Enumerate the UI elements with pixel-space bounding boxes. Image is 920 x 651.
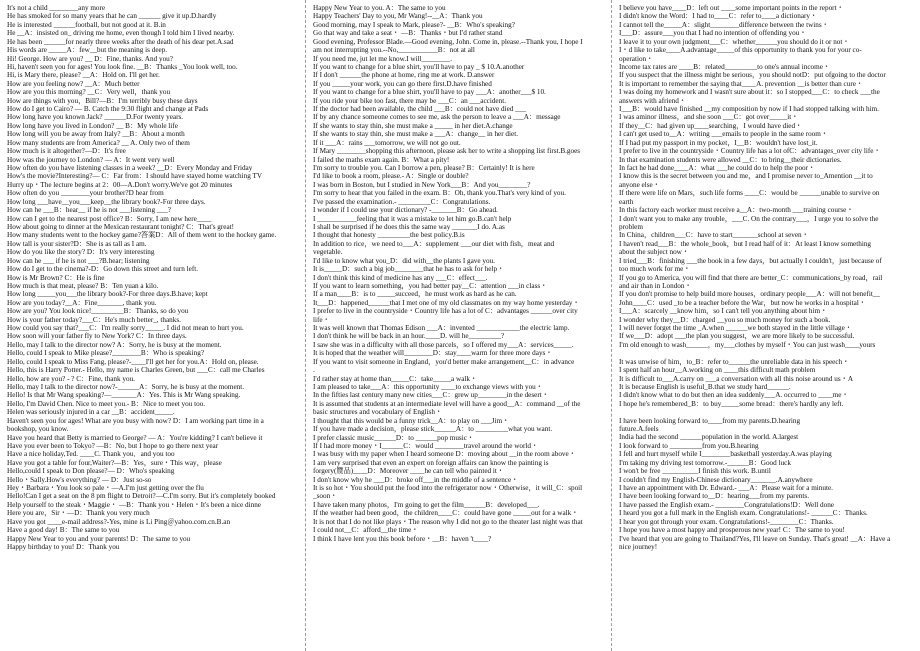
text-line: Income tax rates are ____B：related_________to one's annual income・ xyxy=(619,62,831,71)
text-line: bookshop, you know. xyxy=(7,425,69,434)
text-line: I'm sorry to hear that you failed in the exam. B：Oh, thank you.That's very kind of you. xyxy=(313,189,566,198)
text-line: If you suspect that the illness might be serious，you should notD：put ofgoing to the doctor xyxy=(619,71,886,80)
text-line: I hope you have a most happy and prosperous new year! C：The same to you! xyxy=(619,526,845,535)
text-line: I haven't read___B：the whole_book，but I read half of it：At least I know something xyxy=(619,239,872,248)
text-line: I was aminor illness，and she soon ___C：got over_____it・ xyxy=(619,113,799,122)
text-line: I have passed the English exam.- ________Congratulations!D：Well done xyxy=(619,500,834,509)
text-line: nice journey! xyxy=(619,542,658,551)
text-line: If you want to change for a blue shirt, you'll have to pay _ $ 10.A.another xyxy=(313,62,525,71)
text-line: too much work for me・ xyxy=(619,265,691,274)
text-line: Hello! Is that Mr Wang speaking?—_______A：Yes. This is Mr Wang speaking. xyxy=(7,391,241,400)
text-line: Helen was seriously injured in a car __B：accident_____. xyxy=(7,408,175,417)
text-line: Have a nice holiday,Ted. ____C. Thank you．and you too xyxy=(7,450,175,459)
text-line: How was the journey to London? — A：It went very well xyxy=(7,155,175,164)
text-line: How about going to dinner at the Mexican restaurant tonight? C：That's great! xyxy=(7,222,235,231)
text-line: It was unwise of him，to_B：refer to______the unreliable data in his speech・ xyxy=(619,357,850,366)
text-line: How often do you ________your brother?D hear from xyxy=(7,189,164,198)
text-line: How are you feeling now? __A：Much better xyxy=(7,79,140,88)
text-line: It is not that I do not like plays・The reason why I did not go to the theater last night was that xyxy=(313,517,583,526)
text-line: I believe you have____D：left out ____some important points in the report・ xyxy=(619,4,844,12)
text-line: If you want to learn something，you had better pay__C：attention ___in class・ xyxy=(313,281,548,290)
text-line: I___D：assure___you that I had no intention of offending you・ xyxy=(619,29,807,38)
text-line: I was born in Boston, but I studied in New York___B：And you________? xyxy=(313,180,531,189)
text-line: How can I get to the nearest post office? B：Sorry, I am new here____ xyxy=(7,214,212,223)
text-line: forgery(赝品)____D：Moreover ____he can tell who painted it・ xyxy=(313,467,505,476)
text-line: I tried___B：finishing ___the book in a few days，but actually I couldn't，just because of xyxy=(619,256,882,265)
text-line: How tall is your sister?D：She is as tall as I am. xyxy=(7,239,147,248)
text-line: If the weather had been good，the children____C：could have gone _____out for a walk・ xyxy=(313,509,579,518)
text-line: In China，children___C：have to start_______school at seven・ xyxy=(619,231,809,240)
text-line: Hurry up・The lecture begins at 2：00—A.Don't worry.We've got 20 minutes xyxy=(7,180,233,189)
text-line: If you want to visit someone in England，you'd better make arrangement__C：in advance xyxy=(313,357,575,366)
text-line: I've passed the examination.- _________C：Congratulations. xyxy=(313,197,491,206)
text-line: Hello, may I talk to the director now?-______A：Sorry, he is busy at the moment. xyxy=(7,382,245,391)
text-line: Hello, could I speak to Mike please?________B：Who is speaking? xyxy=(7,349,205,358)
text-line: I___A：scarcely __know him，so I can't tell you anything about him・ xyxy=(619,307,828,316)
text-line: How are things with you，Bill?—B：I'm terribly busy these days xyxy=(7,96,198,105)
text-line: I will never forget the time _A.when ______we both stayed in the little village・ xyxy=(619,324,853,333)
text-line: It's not a child ________any more xyxy=(7,4,106,12)
text-line: I wonder why they__D：charged __you so much money for such a book. xyxy=(619,315,831,324)
text-line: _soon・ xyxy=(313,492,338,501)
text-line: I am very surprised that even an expert on foreign affairs can know the painting is xyxy=(313,458,549,467)
text-line: I___B：would have finished __my composition by now if I had stopped talking with him. xyxy=(619,105,879,114)
text-line: I have been looking forward to____from my parents.D.hearing xyxy=(619,416,801,425)
text-line: Hello,could I speak to Don please?— D：Who's speaking xyxy=(7,467,175,476)
text-line: If you need me, jut let me know.I will________. xyxy=(313,54,453,63)
text-line: I leave it to your own judgment___C：whether______you should do it or not・ xyxy=(619,37,850,46)
text-line: problem xyxy=(619,222,643,231)
text-line: If you want to change for a blue shirt, you'll have to pay ___A：another___$ 10. xyxy=(313,88,546,97)
text-line: I have taken many photos，I'm going to get the film______B：developed___. xyxy=(313,500,540,509)
text-line: I think I have lent you this book before・__B：haven 't____? xyxy=(313,534,492,543)
text-line: I'd like to know what you_D：did with__the plants I gave you. xyxy=(313,256,495,265)
text-line: If she wants to stay thin, she must make a _____ in her diet.A.change xyxy=(313,121,513,130)
text-line: Here you are，Sir・—D：Thank you very much xyxy=(7,509,150,518)
column-middle xyxy=(306,0,612,651)
text-line: How can he ___ if he is not ___?B.hear; listening xyxy=(7,256,150,265)
text-line: I prefer classic music______D：to ______pop music・ xyxy=(313,433,475,442)
text-line: I wonder if I could use your dictionary? -_______B：Go ahead. xyxy=(313,206,498,215)
text-line: How do I get to Cairo? — B. Catch the 9:30 flight and change at Pads xyxy=(7,105,209,114)
text-line: I prefer to live in the countryside・Country life has a lot ofC：advantages_over city life・ xyxy=(619,147,881,156)
text-line: Happy New Year to you. A：The same to you xyxy=(313,4,446,12)
text-line: I hear you got through your exam. Congratulations!-________C：Thanks. xyxy=(619,517,834,526)
text-line: I don't think he will be back in an hour.____D. will he_________? xyxy=(313,332,505,341)
text-line: It is assumed that students at an intermediate level will have a good__A：command __of the xyxy=(313,399,581,408)
text-line: I hope he's remembered_B：to buy_____some bread：there's hardly any left. xyxy=(619,399,844,408)
text-line: If they__C：had given up____searching，I would have died・ xyxy=(619,121,803,130)
text-line: He __A：insisted on_ driving me home, even though I told him I lived nearby. xyxy=(7,29,235,38)
text-line: How many students are from America? __ A. Only two of them xyxy=(7,138,190,147)
text-line: I prefer to live in the countryside・Country life has a lot of C：advantages ______over city xyxy=(313,307,578,316)
text-line: How long _____you___the library book?-For three days.B.have; kept xyxy=(7,290,208,299)
text-line: How is your father today?___C：He's much better_, thanks. xyxy=(7,315,181,324)
text-line: Hi, is Mary there, please? __A：Hold on. I'll get her. xyxy=(7,71,160,80)
text-line: How much is that meat, please? B：Ten yuan a kilo. xyxy=(7,281,159,290)
text-line: I know this is the secret between you and me，and I promise never to_Amention __it to xyxy=(619,172,873,181)
text-line: It was well known that Thomas Edison ___A：invented ____________the electric lamp. xyxy=(313,324,570,333)
text-line: India had the second ______population in the world. A.largest xyxy=(619,433,799,442)
text-line: I don't think this kind of medicine has any ___C：effect___. xyxy=(313,273,488,282)
text-line: His words are _____A：few__but the meaning is deep. xyxy=(7,46,168,55)
text-line: How are you this morning? __C：Very well，thank you xyxy=(7,88,171,97)
text-line: anyone else・ xyxy=(619,180,660,189)
text-line: It is because English is useful_B.that we study hard______. xyxy=(619,382,791,391)
text-line: vegetable. xyxy=(313,248,343,257)
text-line: I have an appointment with Dr. Edward.- ___A：Please wait for a minute. xyxy=(619,484,833,493)
text-line: If you don't promise to help build more houses，ordinary people___A：will not benefit__ xyxy=(619,290,880,299)
text-line: I'd like to book a room, please.- A：Single or double? xyxy=(313,172,469,181)
text-line: I couldn't find my English-Chinese dictionary_______.A.anywhere xyxy=(619,475,813,484)
text-line: I was busy with my paper when I heard someone D：moving about __in the room above・ xyxy=(313,450,576,459)
text-line: I saw she was in a difficulty with all those parcels，so I offered my___A：services_____. xyxy=(313,340,574,349)
text-line: It is hoped that the weather will________D：stay____warm for three more days・ xyxy=(313,349,553,358)
text-line: Good morning, may I speak to Mark, please?- __B：Who's speaking? xyxy=(313,20,515,29)
text-line: I don't want you to make any trouble，___C. On the contrary___，I urge you to solve the xyxy=(619,214,879,223)
text-line: I won't be free __________I finish this work. B.until xyxy=(619,467,771,476)
text-line: It is_____D：such a big job________that he has to ask for help・ xyxy=(313,265,505,274)
text-line: I've heard that you are going to Thailand?Yes, I'll leave on Sunday. That's great! __A：Have a xyxy=(619,534,891,543)
text-line: I could not__C：afford__the time・ xyxy=(313,526,419,535)
text-line: I didn't know what to do but then an idea suddenly___A. occurred to ____me・ xyxy=(619,391,849,400)
text-line: How's the movie?Interesting?— C：Far from：I should have stayed home watching TV xyxy=(7,172,263,181)
text-line: In fact he had done____A：what ___he could do to help the poor・ xyxy=(619,164,816,173)
text-line xyxy=(619,349,914,357)
text-line: How are you today?__A：Fine_______, thank you. xyxy=(7,298,157,307)
text-line: How long will you be away from Italy? __B：About a month xyxy=(7,130,185,139)
text-line: Have you ever been to Tokyo? —B：No, but I hope to go there next year xyxy=(7,441,219,450)
text-line: Help yourself to the steak・Maggie・ —B：Thank you・Helen・It's been a nice dinne xyxy=(7,500,261,509)
text-line: Hello, how are you? - ? C：Fine, thank you. xyxy=(7,374,135,383)
text-line: life・ xyxy=(313,315,330,324)
text-line: I have been looking forward to__D：hearing___from my parents. xyxy=(619,492,810,501)
text-line: Have a good day! B：The same to you xyxy=(7,526,120,535)
text-line: If you go to America, you will find that there are better_C：communications_by road，rail xyxy=(619,273,883,282)
text-line: operation・ xyxy=(619,54,654,63)
text-line: Have you got a table for four,Waiter?—B：Yes，sure・This way，please xyxy=(7,458,222,467)
text-line: Happy Teachers' Day to you, Mr Wang!--__A：Thank you xyxy=(313,12,483,21)
text-line: How often do you have listening classes in a week? __D：Every Monday and Friday xyxy=(7,164,253,173)
text-line: How long have you lived in London? __ B：My whole life xyxy=(7,121,178,130)
text-line: He has smoked for so many years that he can ______ give it up.D.hardly xyxy=(7,12,217,21)
text-line: Hi! George. How are you? __ D：Fine, thanks. And you? xyxy=(7,54,173,63)
text-line: If you _____your work, you can go there first.D.have finished xyxy=(313,79,492,88)
text-line: Hi, haven't seen you for ages! You look fine. __B：Thanks _You look well, too. xyxy=(7,62,238,71)
text-line: John____C：used _to be a teacher before the War，but now he works in a hospital・ xyxy=(619,298,866,307)
text-line: How much is it altogether?—D：It's free xyxy=(7,147,126,156)
text-line: Hey・Barbara・You look so pale・—A.I'm just getting over the flu xyxy=(7,484,204,493)
text-line: I'm old enough to wash______，my___clothes by myself・You can just wash____yours xyxy=(619,340,876,349)
text-line: How are you? You look nice!_________B：Thanks, so do you xyxy=(7,307,189,316)
text-line: If the doctor had been available, the child ___B：could not have died ___ xyxy=(313,105,526,114)
text-line: If I had put my passport in my pocket，I__B：wouldn't have lost_it. xyxy=(619,138,818,147)
text-line: I thought that this would be a funny trick__A：to play on ___Jim・ xyxy=(313,416,510,425)
text-line: He is interested ______football, but not good at it. B.in xyxy=(7,20,166,29)
text-line: Hello, could I speak to Miss Fang, please?-____I'll get her for you.A：Hold on, please. xyxy=(7,357,259,366)
text-line: and air than in London・ xyxy=(619,281,692,290)
column-left xyxy=(0,0,306,651)
text-line: Hello, I'm David Chen. Nice to meet you.- B：Nice to meet you too. xyxy=(7,399,206,408)
text-line: Hello, this is Harry Potter.- Hello, my name is Charles Green, but ___C：call me Charles xyxy=(7,366,265,375)
text-line: In the fifties last century many new cities___C：grew up________in the desert・ xyxy=(313,391,549,400)
text-line: I look forward to _________from you.B.hearing xyxy=(619,441,759,450)
text-line: I ___________feeling that it was a mistake to let him go.B.can't help xyxy=(313,214,512,223)
text-line: I shall be surprised if he does this the same way _______I do. A.as xyxy=(313,222,505,231)
text-line: How long ___have__you___keep__the library book?-For three days. xyxy=(7,197,206,206)
text-line: If I don't ______the phone at home, ring me at work. D.answer xyxy=(313,71,495,80)
text-line: basic structures and vocabulary of English・ xyxy=(313,408,443,417)
text-line: If I had more money・I______C：would ________travel around the world・ xyxy=(313,441,539,450)
text-line: In this factory each worker must receive a__A：two-month ___training course・ xyxy=(619,206,854,215)
text-line: If it ___A：rains ___tomorrow, we will not go out. xyxy=(313,138,461,147)
text-line: earth xyxy=(619,197,634,206)
text-line: It is important to remember the saying that____A. prevention __is better than cure・ xyxy=(619,79,864,88)
text-line: How is Mr Brown? C：He is fine xyxy=(7,273,105,282)
text-line: I'm taking my driving test tomorrow.-______B：Good luck xyxy=(619,458,791,467)
text-line: . xyxy=(313,366,315,375)
text-line: How can he ___B：hear__ if he is not ___listening ___? xyxy=(7,206,171,215)
text-line: It is difficult to___A.carry on ___a conversation with all this noise around us・A xyxy=(619,374,854,383)
text-line: It is so hot・You should put the food into the refrigerator now・Otherwise，it will_C：spoil xyxy=(313,484,583,493)
text-line: How could you say that?___C：I'm really sorry_____. I did not mean to hurt you. xyxy=(7,324,244,333)
text-line: Happy New Year to you and your parents! D：The same to you xyxy=(7,534,191,543)
text-line: How long have you known Jack? ______D.For twenty years. xyxy=(7,113,184,122)
text-line: I didn't know the Word：I had to____C：refer to____a dictionary・ xyxy=(619,12,818,21)
text-line: If Mary ________shopping this afternoon, please ask her to write a shopping list first.B.goes xyxy=(313,147,581,156)
text-line: Hello, may I talk to the director now? A：Sorry, he is busy at the moment. xyxy=(7,340,222,349)
text-line: I thought that honesty _________the best policy.B.is xyxy=(313,231,465,240)
text-line: I heard you got a full mark in the English exam. Congratulations!- ______C：Thanks. xyxy=(619,509,868,518)
text-line: How many students went to the hockey game?答案D：All of them went to the hockey game. xyxy=(7,231,277,240)
text-line: If she wants to stay thin, she must make a ___A：change__ in her diet. xyxy=(313,130,518,139)
text-line: How soon will your father fly to New York? C：In three days. xyxy=(7,332,187,341)
text-line: Haven't seen you for ages! What are you busy with now? D：I am working part time in a xyxy=(7,416,264,425)
column-right xyxy=(612,0,920,651)
text-line: Go that way and take a seat・ —B：Thanks・but I'd rather stand xyxy=(313,29,503,38)
text-line: Good evening, Professor Blade.—Good evening, John. Come in, please.--Thank you, I hope I xyxy=(313,37,583,46)
text-line: Hello・Sally.How's everything? — D：Just so-so xyxy=(7,475,152,484)
text-line: If we___D：adopt ___the plan you suggest，we are more likely to be successful. xyxy=(619,332,855,341)
text-line: How do you like the story? D：It's very interesting xyxy=(7,248,155,257)
text-line: I don't know why he ___D：broke off___in the middle of a sentence・ xyxy=(313,475,519,484)
text-line: If a man____B：is to _____succeed，he must work as hard as he can. xyxy=(313,290,517,299)
text-line: I fell and hurt myself while I________basketball yesterday.A.was playing xyxy=(619,450,832,459)
text-line: If by any chance someone comes to see me, ask the person to leave a ___A：message xyxy=(313,113,561,122)
text-line: It___D：happened______that I met one of my old classmates on my way home yesterday・ xyxy=(313,298,580,307)
text-line: am not interrupting you.--No,___________B：not at all xyxy=(313,46,475,55)
text-line: I'd rather stay at home than_____C：take_____a walk・ xyxy=(313,374,478,383)
text-line: Hello!Can I get a seat on the 8 pm flight to Detroit?—C.I'm sorry. But it's completely booked xyxy=(7,492,276,501)
text-line: Have you heard that Betty is married to George? — A：You're kidding? I can't believe it xyxy=(7,433,263,442)
text-line xyxy=(619,408,914,416)
text-line: In addition to rice，we need to___A：supplement ___our diet with fish，meat and xyxy=(313,239,555,248)
text-line: I'm sorry to trouble you. Can I borrow a pen, please? B：Certainly! It is here xyxy=(313,164,535,173)
text-line: If there were life on Mars，such life forms ____C：would be ______unable to survive on xyxy=(619,189,880,198)
text-line: I cannot tell the_____A：slight________difference between the twins・ xyxy=(619,20,829,29)
text-line: He has been ______for nearly three weeks after the death of his dear pet.A.sad xyxy=(7,37,234,46)
text-line: Have you got ____e-mail address?-Yes, mine is Li Ping＠yahoo.com.cn.B.an xyxy=(7,517,231,526)
text-line: I can't get used to__A：writing ___emails to people in the same room・ xyxy=(619,130,829,139)
text-line: If you have made a decision，please stick______A：to _________what you want. xyxy=(313,425,553,434)
text-line: Happy birthday to you! D：Thank you xyxy=(7,543,120,551)
text-line: In that examination students were allowed __C：to bring__their dictionaries. xyxy=(619,155,842,164)
text-line: I spent half an hour__A.working on ____this difficult math problem xyxy=(619,366,816,375)
text-line: I am pleased to take___A：this opportunity ____to exchange views with you・ xyxy=(313,382,543,391)
text-line: about the subject now・ xyxy=(619,248,690,257)
text-line: I was doing my homework and I wasn't sure about it：so I stopped___C：to check ___the xyxy=(619,88,880,97)
text-line: If you ride your bike too fast, there may be ___C：an ___accident. xyxy=(313,96,507,105)
text-line: I・d like to take____A.advantage_____of this opportunity to thank you for your co- xyxy=(619,46,862,55)
text-line: I failed the maths exam again. B：What a pity! xyxy=(313,155,450,164)
text-line: answers with afriend・ xyxy=(619,96,687,105)
text-line: How do I get to the cinema?-D：Go down this street and turn left. xyxy=(7,265,199,274)
text-line: future.A.feels xyxy=(619,425,659,434)
